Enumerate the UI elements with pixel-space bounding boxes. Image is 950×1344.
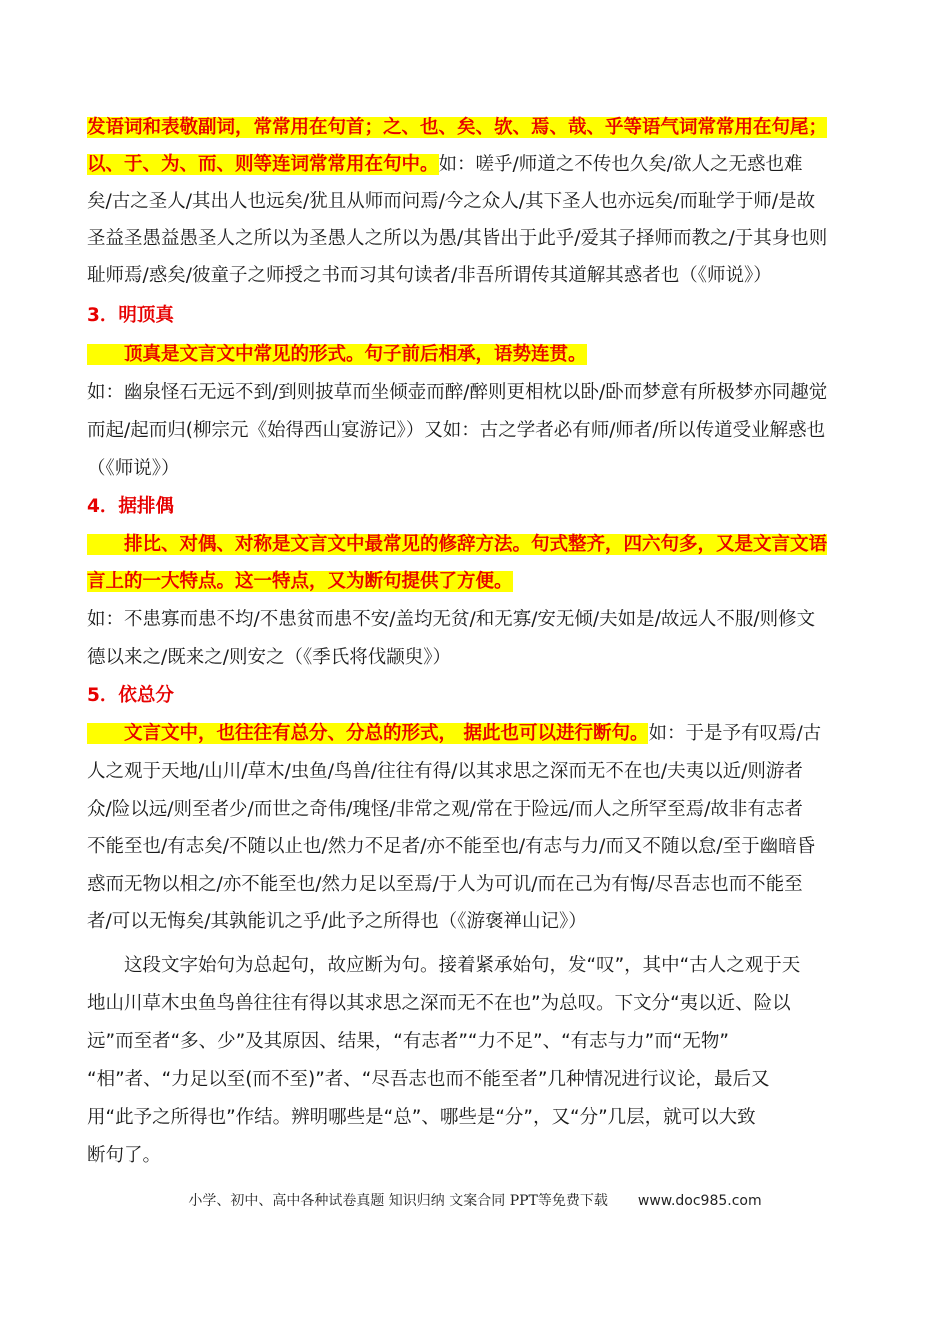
highlight-text: 文言文中，也往往有总分、分总的形式， 据此也可以进行断句。: [87, 723, 648, 744]
section-3-heading: 3．明顶真: [87, 305, 174, 326]
p6-line-1: 这段文字始句为总起句，故应断为句。接着紧承始句，发“叹”，其中“古人之观于天: [124, 955, 801, 976]
s3-line-3: （《师说》）: [87, 458, 180, 479]
p6-line-6: 断句了。: [87, 1145, 162, 1166]
highlight-text: 发语词和表敬副词，常常用在句首；之、也、矣、欤、焉、哉、乎等语气词常常用在句尾；: [87, 117, 828, 138]
highlight-text: 言上的一大特点。这一特点，又为断句提供了方便。: [87, 571, 513, 592]
body-text: 如：嗟乎/师道之不传也久矣/欲人之无惑也难: [438, 154, 803, 175]
highlight-text: 以、于、为、而、则等连词常常用在句中。: [87, 154, 439, 175]
highlight-text: 顶真是文言文中常见的形式。句子前后相承，语势连贯。: [87, 344, 587, 365]
footer-text: 小学、初中、高中各种试卷真题 知识归纳 文案合同 PPT等免费下载: [188, 1193, 608, 1209]
s5-line-3: 众/险以远/则至者少/而世之奇伟/瑰怪/非常之观/常在于险远/而人之所罕至焉/故非有志者: [87, 799, 803, 820]
section-5-heading: 5．依总分: [87, 685, 174, 706]
p1-line-4: 圣益圣愚益愚圣人之所以为圣愚人之所以为愚/其皆出于此乎/爱其子择师而教之/于其身也则: [87, 228, 828, 249]
s4-hl-line-2: [87, 567, 513, 597]
highlight-text: 排比、对偶、对称是文言文中最常见的修辞方法。句式整齐，四六句多，又是文言文语: [87, 534, 827, 555]
p1-line-1: [87, 113, 827, 143]
s4-line-2: 德以来之/既来之/则安之（《季氏将伐颛臾》）: [87, 647, 451, 668]
page-footer: [0, 1190, 950, 1210]
p1-line-3: 矣/古之圣人/其出人也远矣/犹且从师而问焉/今之众人/其下圣人也亦远矣/而耻学于师/是故: [87, 191, 816, 212]
p6-line-5: 用“此予之所得也”作结。辨明哪些是“总”、哪些是“分”，又“分”几层，就可以大致: [87, 1107, 756, 1128]
footer-url[interactable]: www.doc985.com: [637, 1193, 762, 1209]
s4-hl-line-1: [87, 530, 827, 560]
s5-line-1: [87, 719, 821, 749]
p1-line-5: 耻师焉/惑矣/彼童子之师授之书而习其句读者/非吾所谓传其道解其惑者也（《师说》）: [87, 265, 772, 286]
p6-line-2: 地山川草木虫鱼鸟兽往往有得以其求思之深而无不在也”为总叹。下文分“夷以近、险以: [87, 993, 791, 1014]
section-3-highlight-line: [87, 340, 587, 370]
p1-line-2: [87, 150, 802, 180]
p6-line-4: “相”者、“力足以至(而不至)”者、“尽吾志也而不能至者”几种情况进行议论，最后又: [87, 1069, 770, 1090]
s3-line-1: 如：幽泉怪石无远不到/到则披草而坐倾壶而醉/醉则更相枕以卧/卧而梦意有所极梦亦同趣觉: [87, 382, 828, 403]
section-4-heading: 4．据排偶: [87, 496, 174, 517]
s5-line-2: 人之观于天地/山川/草木/虫鱼/鸟兽/往往有得/以其求思之深而无不在也/夫夷以近/则游者: [87, 761, 803, 782]
s5-line-5: 惑而无物以相之/亦不能至也/然力足以至焉/于人为可讥/而在己为有悔/尽吾志也而不能至: [87, 874, 803, 895]
body-text: 如：于是予有叹焉/古: [648, 723, 822, 744]
p6-line-3: 远”而至者“多、少”及其原因、结果，“有志者”“力不足”、“有志与力”而“无物”: [87, 1031, 729, 1052]
s5-line-6: 者/可以无悔矣/其孰能讥之乎/此予之所得也（《游褒禅山记》）: [87, 911, 587, 932]
s3-line-2: 而起/起而归(柳宗元《始得西山宴游记》）又如：古之学者必有师/师者/所以传道受业解惑也: [87, 420, 826, 441]
s4-line-1: 如：不患寡而患不均/不患贫而患不安/盖均无贫/和无寡/安无倾/夫如是/故远人不服/则修文: [87, 609, 816, 630]
s5-line-4: 不能至也/有志矣/不随以止也/然力不足者/亦不能至也/有志与力/而又不随以怠/至于幽暗昏: [87, 836, 816, 857]
